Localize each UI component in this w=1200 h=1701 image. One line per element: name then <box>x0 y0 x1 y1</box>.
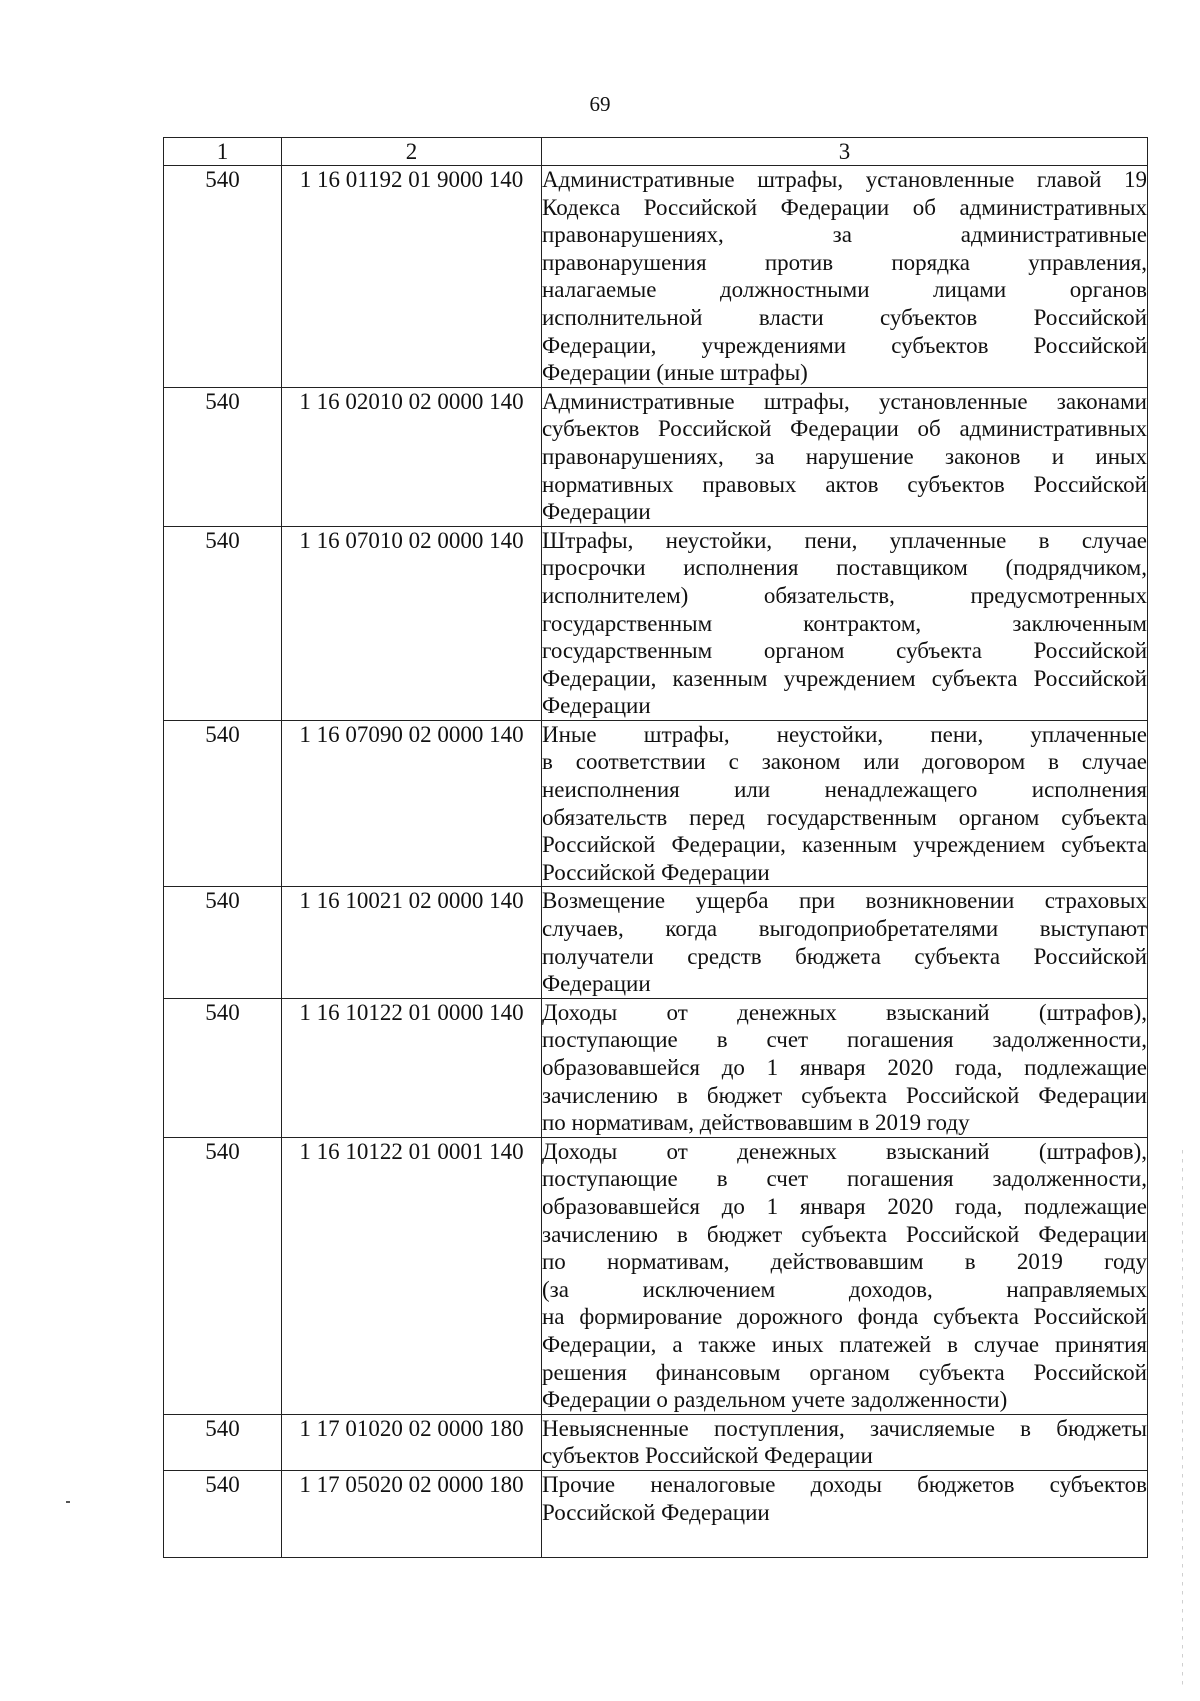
column-header-2: 2 <box>282 138 542 166</box>
admin-code-cell: 540 <box>164 387 282 526</box>
description-line: по нормативам, действовавшим в 2019 году <box>542 1110 970 1136</box>
description-line: налагаемые должностными лицами органов <box>542 277 1147 303</box>
revenue-description-cell <box>542 526 1148 720</box>
description-line: Возмещение ущерба при возникновении страховых <box>542 888 1147 914</box>
description-line: исполнительной власти субъектов Российской <box>542 304 1147 330</box>
table-row <box>164 526 1148 720</box>
description-line: Административные штрафы, установленные главой 19 <box>542 167 1147 192</box>
description-line: по нормативам, действовавшим в 2019 году <box>542 1249 1147 1275</box>
description-line: Федерации, а также иных платежей в случае принятия <box>542 1331 1147 1357</box>
description-line: исполнителем) обязательств, предусмотренных <box>542 582 1147 608</box>
description-line: субъектов Российской Федерации <box>542 1443 873 1469</box>
description-line: Российской Федерации <box>542 1499 770 1525</box>
description-line: государственным контрактом, заключенным <box>542 610 1147 636</box>
admin-code-cell: 540 <box>164 998 282 1137</box>
description-line: Федерации (иные штрафы) <box>542 360 808 386</box>
description-line: Невыясненные поступления, зачисляемые в бюджеты <box>542 1415 1147 1441</box>
description-line: зачислению в бюджет субъекта Российской Федерации <box>542 1221 1147 1247</box>
description-line: правонарушениях, за административные <box>542 222 1147 248</box>
budget-classification-code-cell: 1 17 01020 02 0000 180 <box>282 1414 542 1470</box>
description-line: поступающие в счет погашения задолженности, <box>542 1027 1147 1053</box>
description-line: Федерации, учреждениями субъектов Российской <box>542 332 1147 358</box>
budget-classification-code-cell: 1 16 10122 01 0000 140 <box>282 998 542 1137</box>
description-line: поступающие в счет погашения задолженности, <box>542 1166 1147 1192</box>
admin-code-cell: 540 <box>164 1137 282 1414</box>
description-line: Штрафы, неустойки, пени, уплаченные в случае <box>542 527 1147 553</box>
description-line: Российской Федерации, казенным учреждением субъекта <box>542 832 1147 858</box>
revenue-description-cell <box>542 387 1148 526</box>
description-line: Кодекса Российской Федерации об административных <box>542 194 1147 220</box>
description-line: в соответствии с законом или договором в случае <box>542 749 1147 775</box>
revenue-description-cell <box>542 998 1148 1137</box>
admin-code-cell: 540 <box>164 526 282 720</box>
table-row <box>164 1470 1148 1557</box>
description-line: получатели средств бюджета субъекта Российской <box>542 943 1147 969</box>
table-row <box>164 387 1148 526</box>
admin-code-cell: 540 <box>164 887 282 998</box>
revenue-description-cell <box>542 166 1148 388</box>
revenue-description-cell <box>542 887 1148 998</box>
description-line: Административные штрафы, установленные законами <box>542 388 1147 414</box>
description-line: правонарушениях, за нарушение законов и иных <box>542 443 1147 469</box>
admin-code-cell: 540 <box>164 1414 282 1470</box>
table-row <box>164 887 1148 998</box>
description-line: Федерации о раздельном учете задолженности) <box>542 1387 1008 1413</box>
budget-classification-code-cell: 1 16 07090 02 0000 140 <box>282 720 542 887</box>
description-line: образовавшейся до 1 января 2020 года, подлежащие <box>542 1055 1147 1080</box>
table-row <box>164 720 1148 887</box>
description-line: Федерации <box>542 693 651 719</box>
revenue-description-cell <box>542 1137 1148 1414</box>
description-line: Федерации <box>542 499 651 525</box>
description-line: зачислению в бюджет субъекта Российской Федерации <box>542 1082 1147 1108</box>
description-line: государственным органом субъекта Российской <box>542 638 1147 664</box>
description-line: на формирование дорожного фонда субъекта Российской <box>542 1304 1147 1330</box>
budget-classification-code-cell: 1 16 10021 02 0000 140 <box>282 887 542 998</box>
description-line: просрочки исполнения поставщиком (подрядчиком, <box>542 555 1147 581</box>
description-line: субъектов Российской Федерации об административных <box>542 416 1147 442</box>
budget-classification-code-cell: 1 16 02010 02 0000 140 <box>282 387 542 526</box>
description-line: правонарушения против порядка управления, <box>542 249 1147 275</box>
revenue-description-cell <box>542 720 1148 887</box>
revenue-description-cell <box>542 1470 1148 1557</box>
budget-classification-code-cell: 1 16 10122 01 0001 140 <box>282 1137 542 1414</box>
description-line: (за исключением доходов, направляемых <box>542 1276 1147 1302</box>
description-line: образовавшейся до 1 января 2020 года, подлежащие <box>542 1193 1147 1219</box>
admin-code-cell: 540 <box>164 720 282 887</box>
budget-classification-code-cell: 1 16 01192 01 9000 140 <box>282 166 542 388</box>
page-number: 69 <box>589 92 611 116</box>
revenue-description-cell <box>542 1414 1148 1470</box>
description-line: решения финансовым органом субъекта Российской <box>542 1359 1147 1385</box>
scan-artifact-mark <box>66 1501 70 1503</box>
description-line: Доходы от денежных взысканий (штрафов), <box>542 1138 1147 1164</box>
description-line: Федерации, казенным учреждением субъекта Российской <box>542 665 1147 691</box>
budget-classification-code-cell: 1 17 05020 02 0000 180 <box>282 1470 542 1557</box>
table-body <box>164 166 1148 1558</box>
description-line: обязательств перед государственным органом субъекта <box>542 804 1147 830</box>
description-line: неисполнения или ненадлежащего исполнения <box>542 777 1147 803</box>
table-row <box>164 998 1148 1137</box>
revenue-classification-table <box>163 137 1148 1558</box>
budget-classification-code-cell: 1 16 07010 02 0000 140 <box>282 526 542 720</box>
description-line: Иные штрафы, неустойки, пени, уплаченные <box>542 721 1147 747</box>
description-line: случаев, когда выгодоприобретателями выступают <box>542 916 1147 942</box>
description-line: нормативных правовых актов субъектов Российской <box>542 471 1147 497</box>
admin-code-cell: 540 <box>164 166 282 388</box>
table-row <box>164 166 1148 388</box>
description-line: Федерации <box>542 971 651 997</box>
description-line: Российской Федерации <box>542 859 770 885</box>
admin-code-cell: 540 <box>164 1470 282 1557</box>
description-line: Прочие неналоговые доходы бюджетов субъектов <box>542 1471 1147 1497</box>
scan-artifact-edge <box>1182 1150 1183 1690</box>
description-line: Доходы от денежных взысканий (штрафов), <box>542 999 1147 1025</box>
table-row <box>164 1414 1148 1470</box>
column-header-1: 1 <box>164 138 282 166</box>
column-header-3: 3 <box>542 138 1148 166</box>
table-row <box>164 1137 1148 1414</box>
table-header-row <box>164 138 1148 166</box>
